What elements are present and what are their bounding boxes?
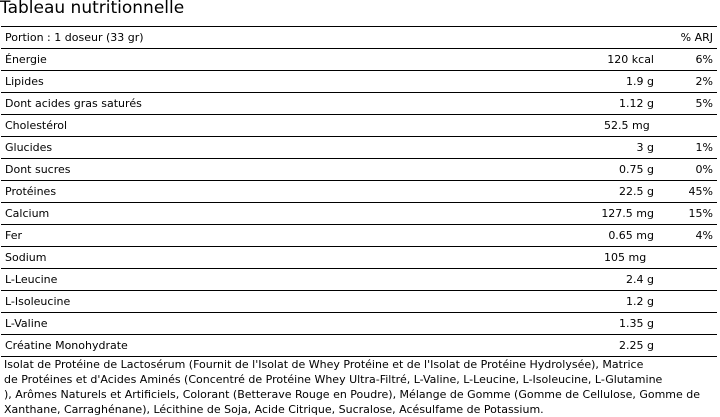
nutrient-name: Énergie xyxy=(5,53,47,66)
nutrient-amount: 1.12 g xyxy=(619,97,654,110)
nutrient-pct: 1% xyxy=(695,141,713,154)
nutrient-name: Sodium xyxy=(5,251,47,264)
table-body xyxy=(1,49,717,357)
ingredients-line: ), Arômes Naturels et Artificiels, Colorant (Betterave Rouge en Poudre), Mélange de Gomme (Gomme de Cellulose, Gomme de xyxy=(4,388,701,401)
nutrition-table xyxy=(1,26,717,357)
nutrient-pct: 0% xyxy=(695,163,713,176)
table-row xyxy=(1,181,717,203)
page-title: Tableau nutritionnelle xyxy=(0,0,185,18)
nutrient-amount: 105 mg xyxy=(604,251,647,264)
nutrient-amount: 127.5 mg xyxy=(601,207,654,220)
nutrient-name: Fer xyxy=(5,229,23,242)
nutrient-amount: 3 g xyxy=(636,141,654,154)
nutrient-name: L-Leucine xyxy=(5,273,58,286)
table-row xyxy=(1,225,717,247)
table-row xyxy=(1,159,717,181)
nutrient-name: Dont sucres xyxy=(5,163,71,176)
nutrient-pct: 45% xyxy=(688,185,713,198)
ingredients-line: Xanthane, Carraghénane), Lécithine de Soja, Acide Citrique, Sucralose, Acésulfame de Potassium. xyxy=(4,403,544,416)
nutrient-name: L-Isoleucine xyxy=(5,295,71,308)
nutrient-name: Dont acides gras saturés xyxy=(5,97,142,110)
nutrient-amount: 1.2 g xyxy=(626,295,654,308)
nutrient-name: Cholestérol xyxy=(5,119,68,132)
table-row xyxy=(1,115,717,137)
nutrient-name: Calcium xyxy=(5,207,50,220)
nutrient-amount: 22.5 g xyxy=(619,185,654,198)
table-row xyxy=(1,93,717,115)
table-row xyxy=(1,291,717,313)
nutrient-pct: 5% xyxy=(695,97,713,110)
table-row xyxy=(1,71,717,93)
nutrient-pct: 15% xyxy=(688,207,713,220)
nutrient-amount: 120 kcal xyxy=(607,53,654,66)
table-row xyxy=(1,49,717,71)
nutrient-pct: 4% xyxy=(695,229,713,242)
nutrient-name: L-Valine xyxy=(5,317,48,330)
nutrient-name: Glucides xyxy=(5,141,53,154)
table-row xyxy=(1,137,717,159)
ingredients-line: de Protéines et d'Acides Aminés (Concentré de Protéine Whey Ultra-Filtré, L-Valine, L-Leucine, L-Isoleucine, L-Glutamine xyxy=(4,373,663,386)
ingredients-line: Isolat de Protéine de Lactosérum (Fournit de l'Isolat de Whey Protéine et de l'Isolat de Protéine Hydrolysée), Matrice xyxy=(4,358,644,371)
portion-label: Portion : 1 doseur (33 gr) xyxy=(5,31,144,44)
nutrient-amount: 0.75 g xyxy=(619,163,654,176)
nutrient-name: Créatine Monohydrate xyxy=(5,339,128,352)
nutrient-name: Lipides xyxy=(5,75,44,88)
nutrient-amount: 52.5 mg xyxy=(604,119,650,132)
nutrient-name: Protéines xyxy=(5,185,57,198)
nutrient-pct: 6% xyxy=(695,53,713,66)
table-row xyxy=(1,203,717,225)
ingredients-text xyxy=(4,357,716,417)
nutrient-amount: 0.65 mg xyxy=(608,229,654,242)
nutrient-amount: 2.25 g xyxy=(619,339,654,352)
table-row xyxy=(1,269,717,291)
table-row xyxy=(1,313,717,335)
nutrient-amount: 1.35 g xyxy=(619,317,654,330)
nutrient-amount: 2.4 g xyxy=(626,273,654,286)
pct-header: % ARJ xyxy=(680,31,713,44)
nutrient-pct: 2% xyxy=(695,75,713,88)
table-row xyxy=(1,247,717,269)
table-row xyxy=(1,335,717,357)
nutrient-amount: 1.9 g xyxy=(626,75,654,88)
table-header-row xyxy=(1,27,717,49)
